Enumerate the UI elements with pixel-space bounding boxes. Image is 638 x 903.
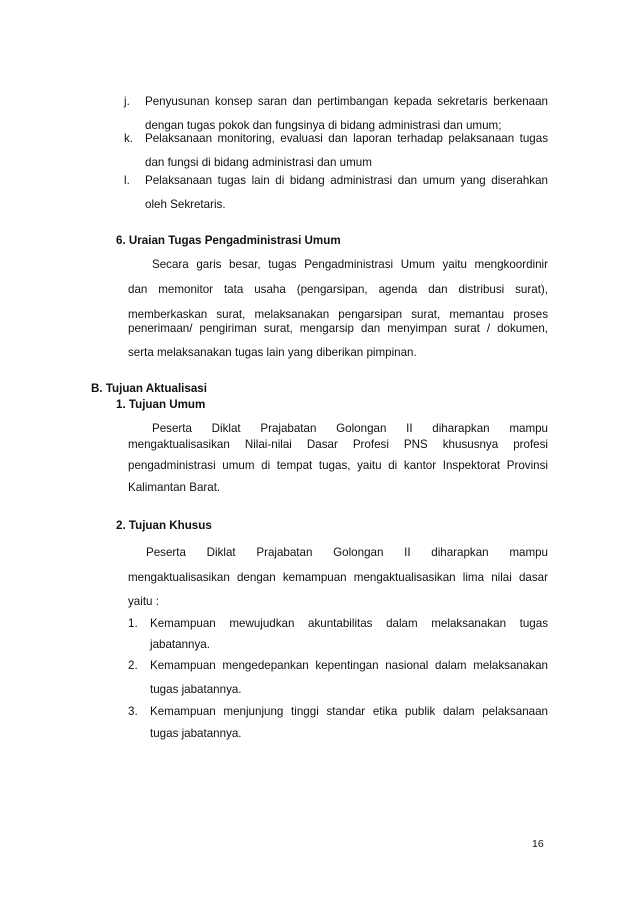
- section-6-paragraph-line-2: dan memonitor tata usaha (pengarsipan, agenda dan distribusi surat),: [128, 283, 548, 296]
- tujuan-khusus-heading: 2. Tujuan Khusus: [116, 519, 212, 532]
- section-6-paragraph-line-4: penerimaan/ pengiriman surat, mengarsip dan menyimpan surat / dokumen,: [128, 322, 548, 335]
- list-item-k-line-1: Pelaksanaan monitoring, evaluasi dan laporan terhadap pelaksanaan tugas: [145, 132, 548, 145]
- tujuan-umum-line-4: Kalimantan Barat.: [128, 481, 221, 494]
- list-marker-l: l.: [124, 174, 130, 187]
- list-item-j-line-2: dengan tugas pokok dan fungsinya di bidang administrasi dan umum;: [145, 119, 502, 132]
- khusus-item-1-line-1: Kemampuan mewujudkan akuntabilitas dalam melaksanakan tugas: [150, 617, 548, 630]
- khusus-item-3-line-2: tugas jabatannya.: [150, 727, 242, 740]
- khusus-marker-2: 2.: [128, 659, 138, 672]
- list-item-l-line-2: oleh Sekretaris.: [145, 198, 226, 211]
- khusus-item-2-line-1: Kemampuan mengedepankan kepentingan nasional dalam melaksanakan: [150, 659, 548, 672]
- tujuan-umum-heading: 1. Tujuan Umum: [116, 398, 206, 411]
- tujuan-umum-line-2: mengaktualisasikan Nilai-nilai Dasar Profesi PNS khususnya profesi: [128, 438, 548, 451]
- tujuan-umum-line-3: pengadministrasi umum di tempat tugas, yaitu di kantor Inspektorat Provinsi: [128, 459, 548, 472]
- khusus-item-3-line-1: Kemampuan menjunjung tinggi standar etika publik dalam pelaksanaan: [150, 705, 548, 718]
- tujuan-khusus-line-1: Peserta Diklat Prajabatan Golongan II diharapkan mampu: [146, 546, 548, 559]
- khusus-item-2-line-2: tugas jabatannya.: [150, 683, 242, 696]
- tujuan-khusus-line-2: mengaktualisasikan dengan kemampuan mengaktualisasikan lima nilai dasar: [128, 571, 548, 584]
- list-item-k-line-2: dan fungsi di bidang administrasi dan umum: [145, 156, 372, 169]
- tujuan-khusus-line-3: yaitu :: [128, 595, 159, 608]
- khusus-marker-1: 1.: [128, 617, 138, 630]
- section-b-heading: B. Tujuan Aktualisasi: [91, 382, 207, 395]
- tujuan-umum-line-1: Peserta Diklat Prajabatan Golongan II diharapkan mampu: [152, 422, 548, 435]
- section-6-heading: 6. Uraian Tugas Pengadministrasi Umum: [116, 234, 341, 247]
- list-item-j-line-1: Penyusunan konsep saran dan pertimbangan kepada sekretaris berkenaan: [145, 95, 548, 108]
- list-marker-j: j.: [124, 95, 130, 108]
- section-6-paragraph-line-3: memberkaskan surat, melaksanakan pengarsipan surat, memantau proses: [128, 308, 548, 321]
- khusus-item-1-line-2: jabatannya.: [150, 638, 210, 651]
- page-number: 16: [532, 838, 544, 850]
- list-marker-k: k.: [124, 132, 134, 145]
- section-6-paragraph-line-5: serta melaksanakan tugas lain yang diberikan pimpinan.: [128, 346, 417, 359]
- list-item-l-line-1: Pelaksanaan tugas lain di bidang administrasi dan umum yang diserahkan: [145, 174, 548, 187]
- khusus-marker-3: 3.: [128, 705, 138, 718]
- section-6-paragraph-line-1: Secara garis besar, tugas Pengadministrasi Umum yaitu mengkoordinir: [152, 258, 548, 271]
